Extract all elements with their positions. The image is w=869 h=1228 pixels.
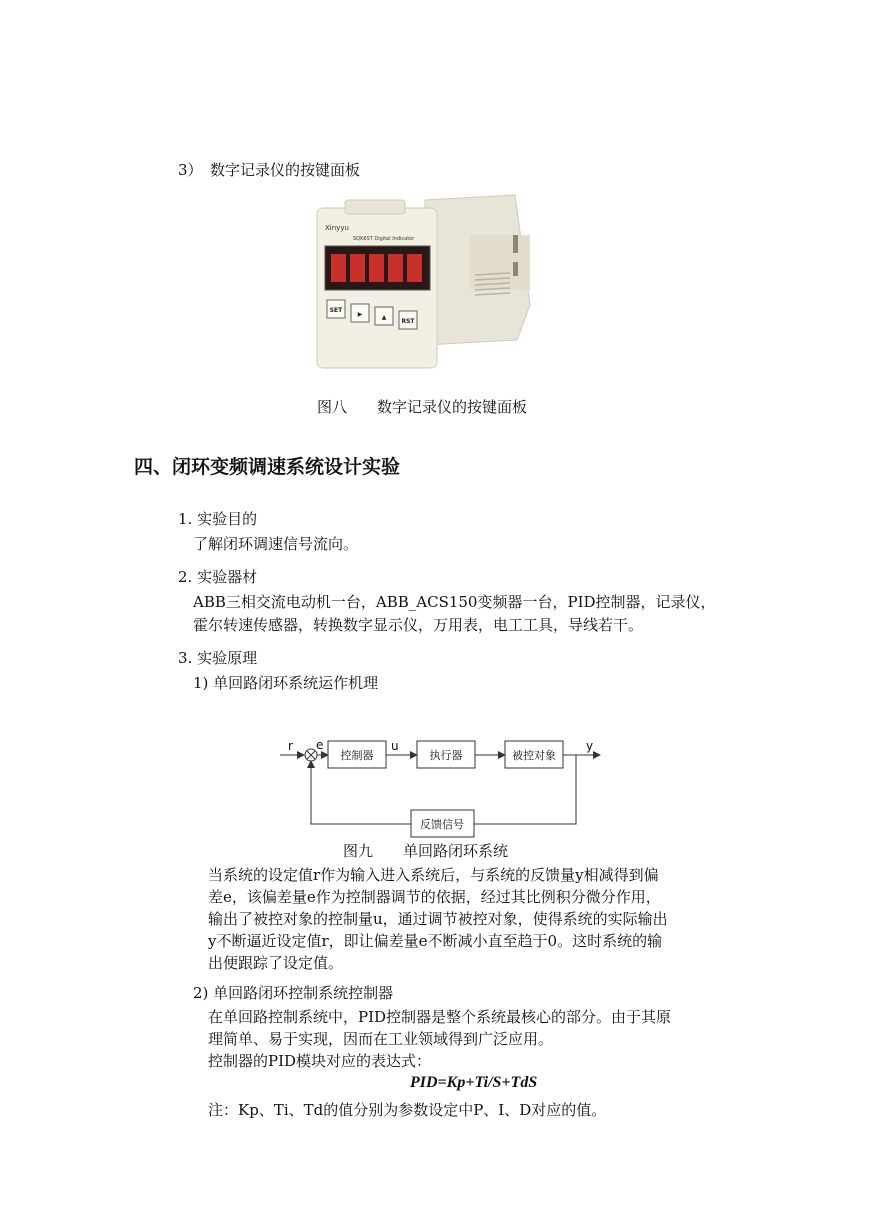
signal-u: u	[391, 739, 399, 753]
note: 注：Kp、Ti、Td的值分别为参数设定中P、I、D对应的值。	[208, 1101, 607, 1119]
formula-intro: 控制器的PID模块对应的表达式：	[208, 1052, 432, 1070]
paragraph-line: 当系统的设定值r作为输入进入系统后，与系统的反馈量y相减得到偏	[208, 866, 659, 884]
paragraph-mechanism	[208, 864, 748, 974]
list-item-heading: 3） 数字记录仪的按键面板	[178, 161, 361, 179]
item-2-body-line-2: 霍尔转速传感器，转换数字显示仪，万用表，电工工具，导线若干。	[193, 616, 644, 634]
paragraph-line: 差e，该偏差量e作为控制器调节的依据，经过其比例积分微分作用，	[208, 888, 661, 906]
item-2-body-line-1: ABB三相交流电动机一台，ABB_ACS150变频器一台，PID控制器，记录仪，	[193, 593, 716, 611]
figure-8-caption: 图八 数字记录仪的按键面板	[317, 398, 528, 416]
item-1-body: 了解闭环调速信号流向。	[193, 535, 359, 553]
figure-9-caption: 图九 单回路闭环系统	[343, 842, 509, 860]
actuator-label: 执行器	[429, 749, 463, 762]
signal-y: y	[586, 739, 594, 753]
signal-r: r	[288, 739, 293, 753]
paragraph-controller	[208, 1006, 748, 1072]
set-button-label: SET	[329, 307, 343, 314]
signal-e: e	[316, 738, 324, 752]
controller-label: 控制器	[340, 749, 374, 762]
subheading-1: 1) 单回路闭环系统运作机理	[193, 674, 379, 692]
model-label: SQK6ST Digital Indicator	[353, 236, 415, 242]
up-button-label: ▲	[381, 314, 387, 321]
shift-button-label: ▶	[357, 311, 363, 318]
feedback-label: 反馈信号	[420, 818, 464, 831]
paragraph-line: y不断逼近设定值r，即让偏差量e不断减小直至趋于0。这时系统的输	[208, 932, 663, 950]
plant-label: 被控对象	[512, 749, 556, 762]
paragraph-line: 出便跟踪了设定值。	[208, 954, 344, 972]
paragraph-line: 在单回路控制系统中，PID控制器是整个系统最核心的部分。由于其原	[208, 1008, 672, 1026]
paragraph-line: 输出了被控对象的控制量u，通过调节被控对象，使得系统的实际输出	[208, 910, 668, 928]
pid-formula: PID=Kp+Ti/S+TdS	[410, 1074, 538, 1091]
item-2-heading: 2. 实验器材	[178, 568, 258, 586]
brand-label: Xinyyu	[325, 224, 349, 232]
item-1-heading: 1. 实验目的	[178, 510, 258, 528]
paragraph-line: 理简单、易于实现，因而在工业领域得到广泛应用。	[208, 1030, 554, 1048]
digital-indicator-image	[305, 180, 535, 376]
item-3-heading: 3. 实验原理	[178, 649, 258, 667]
subheading-2: 2) 单回路闭环控制系统控制器	[193, 984, 394, 1002]
rst-button-label: RST	[401, 318, 415, 325]
section-4-title: 四、闭环变频调速系统设计实验	[134, 456, 401, 478]
closed-loop-diagram	[270, 730, 610, 840]
